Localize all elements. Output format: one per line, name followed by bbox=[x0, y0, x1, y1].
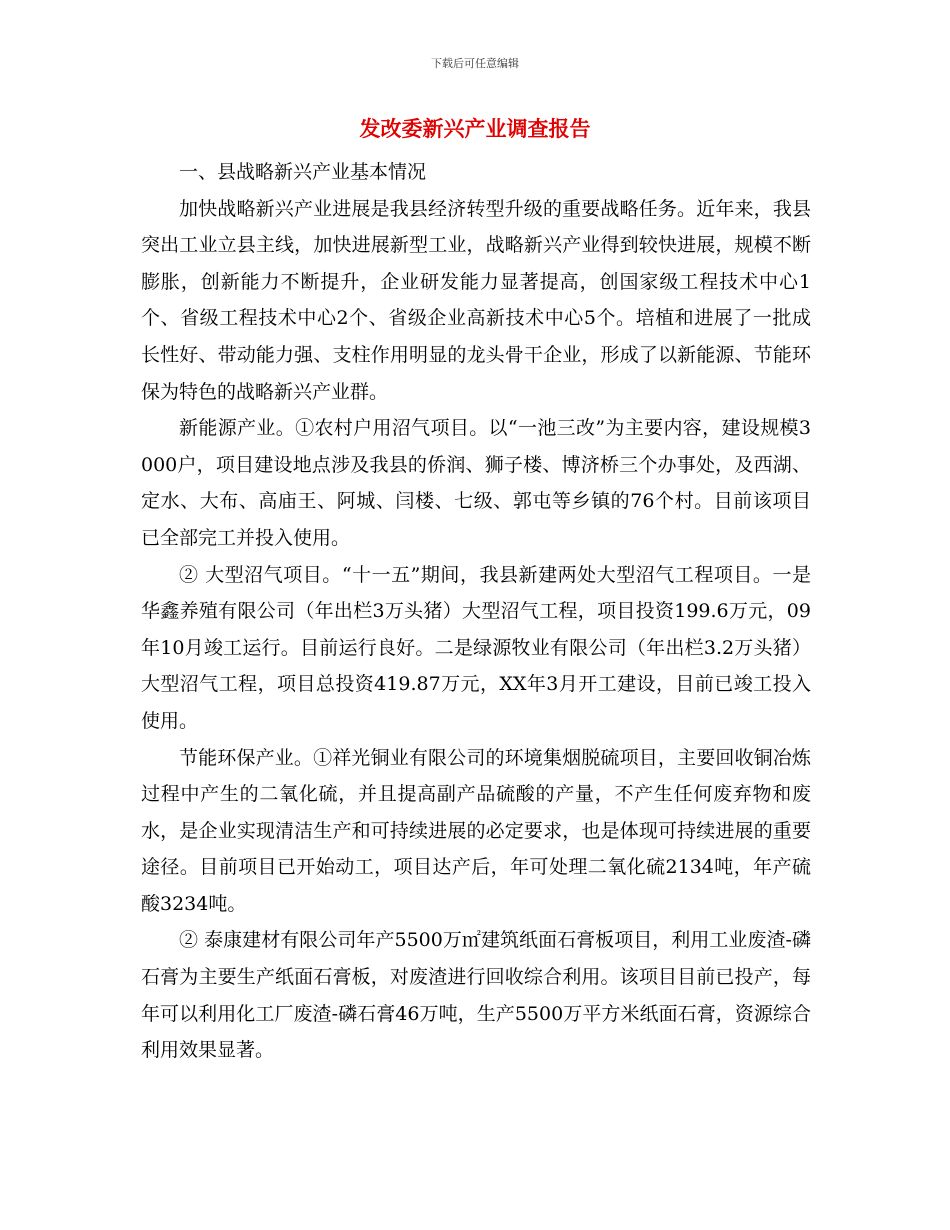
paragraph-new-energy-biogas: 新能源产业。①农村户用沼气项目。以“一池三改”为主要内容，建设规模3000户，项目建设地点涉及我县的侨润、狮子楼、博济桥三个办事处，及西湖、定水、大布、高庙王、阿城、闫楼、七级、郭屯等乡镇的76个村。目前该项目已全部完工并投入使用。 bbox=[141, 417, 811, 549]
paragraph-overview: 加快战略新兴产业进展是我县经济转型升级的重要战略任务。近年来，我县突出工业立县主线，加快进展新型工业，战略新兴产业得到较快进展，规模不断膨胀，创新能力不断提升，企业研发能力显著提高，创国家级工程技术中心1个、省级工程技术中心2个、省级企业高新技术中心5个。培植和进展了一批成长性好、带动能力强、支柱作用明显的龙头骨干企业，形成了以新能源、节能环保为特色的战略新兴产业群。 bbox=[141, 197, 811, 403]
section-heading: 一、县战略新兴产业基本情况 bbox=[179, 161, 427, 183]
paragraph-large-biogas: ② 大型沼气项目。“十一五”期间，我县新建两处大型沼气工程项目。一是华鑫养殖有限公司（年出栏3万头猪）大型沼气工程，项目投资199.6万元，09年10月竣工运行。目前运行良好。二是绿源牧业有限公司（年出栏3.2万头猪）大型沼气工程，项目总投资419.87万元，XX年3月开工建设，目前已竣工投入使用。 bbox=[141, 563, 811, 732]
paragraph-gypsum-board: ② 泰康建材有限公司年产5500万㎡建筑纸面石膏板项目，利用工业废渣-磷石膏为主要生产纸面石膏板，对废渣进行回收综合利用。该项目目前已投产，每年可以利用化工厂废渣-磷石膏46万吨，生产5500万平方米纸面石膏，资源综合利用效果显著。 bbox=[141, 929, 811, 1062]
header-note: 下载后可任意编辑 bbox=[431, 57, 519, 70]
paragraph-energy-saving: 节能环保产业。①祥光铜业有限公司的环境集烟脱硫项目，主要回收铜冶炼过程中产生的二氧化硫，并且提高副产品硫酸的产量，不产生任何废弃物和废水，是企业实现清洁生产和可持续进展的必定要求，也是体现可持续进展的重要途径。目前项目已开始动工，项目达产后，年可处理二氧化硫2134吨，年产硫酸3234吨。 bbox=[141, 746, 811, 915]
document-title: 发改委新兴产业调查报告 bbox=[359, 116, 591, 141]
document-body bbox=[141, 154, 811, 1069]
